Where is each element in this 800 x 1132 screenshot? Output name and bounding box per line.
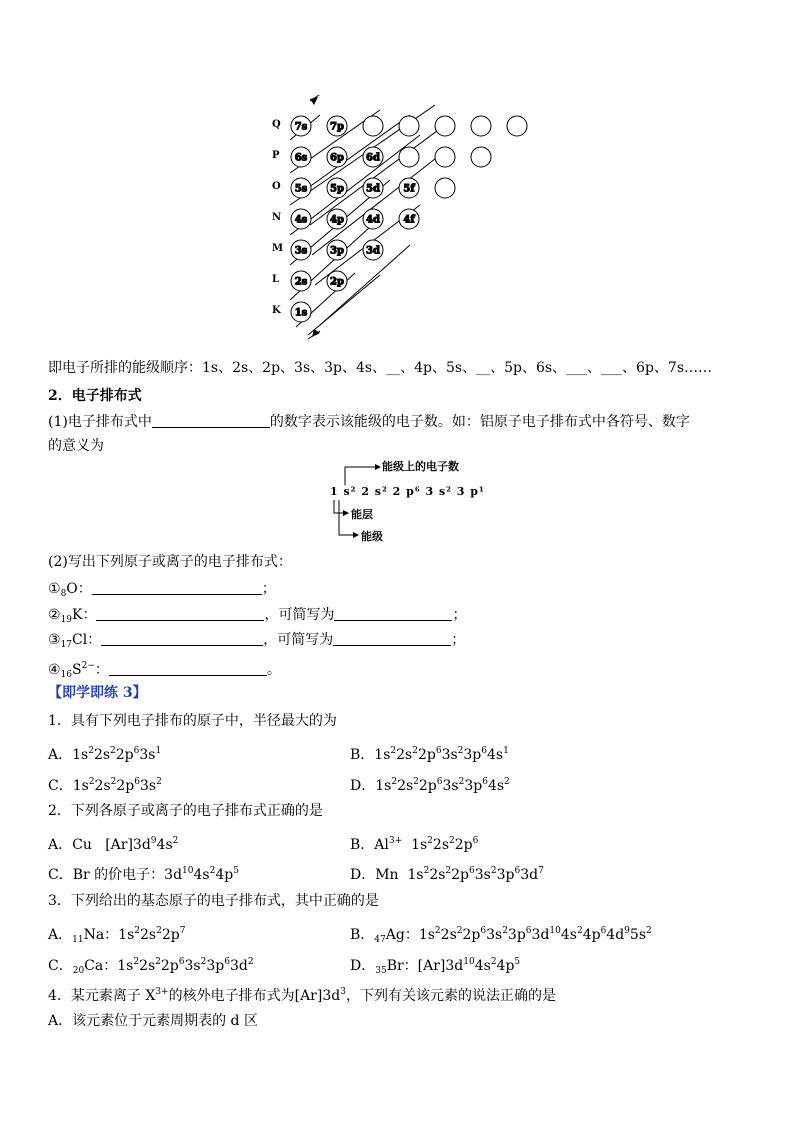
- q2-option-c[interactable]: C．Br 的价电子：$3d^{10}4s^24p^5$: [48, 866, 239, 883]
- q1-option-a[interactable]: A．$1s^22s^22p^63s^1$: [48, 746, 162, 763]
- order-line: 即电子所排的能级顺序：1s、2s、2p、3s、3p、4s、__、4p、5s、__、5p、6s、___、___、6p、7s……: [48, 360, 713, 376]
- question-O: $①_8O$： ；: [48, 581, 276, 599]
- orbital-label: 6s: [294, 152, 308, 164]
- electron-count-label: 能级上的电子数: [382, 460, 459, 473]
- q1-option-b[interactable]: B．$1s^22s^22p^63s^23p^64s^1$: [350, 746, 509, 763]
- orbital-circle: [435, 116, 455, 136]
- paragraph-1: (1)电子排布式中 的数字表示该能级的电子数。如：铝原子电子排布式中各符号、数字: [48, 414, 690, 430]
- practice-q2: 2．下列各原子或离子的电子排布式正确的是: [48, 803, 323, 819]
- orbital-label: 5f: [403, 183, 415, 195]
- practice-heading: 【即学即练 3】: [48, 685, 147, 701]
- orbital-circle: [435, 147, 455, 167]
- shell-letter: O: [272, 181, 281, 192]
- blank[interactable]: ___: [601, 360, 623, 376]
- q3-option-c[interactable]: C．$_{20}$Ca：$1s^22s^22p^63s^23p^63d^2$: [48, 957, 254, 976]
- orbital-label: 3s: [294, 245, 308, 257]
- q1-option-d[interactable]: D．$1s^22s^22p^63s^23p^64s^2$: [350, 777, 510, 794]
- practice-q3: 3．下列给出的基态原子的电子排布式，其中正确的是: [48, 893, 379, 909]
- paragraph-2: (2)写出下列原子或离子的电子排布式：: [48, 554, 292, 570]
- answer-blank[interactable]: [152, 413, 270, 428]
- blank[interactable]: __: [476, 360, 491, 376]
- orbital-circle: [399, 147, 419, 167]
- aufbau-diagram: [260, 95, 540, 345]
- orbital-label: 5p: [330, 183, 344, 195]
- blank[interactable]: __: [386, 360, 401, 376]
- answer-blank[interactable]: [92, 580, 262, 595]
- answer-blank[interactable]: [101, 631, 263, 646]
- orbital-label: 4d: [366, 214, 380, 226]
- shell-label: 能层: [351, 508, 373, 521]
- orbital-label: 6d: [366, 152, 380, 164]
- orbital-label: 2p: [330, 276, 344, 288]
- shell-letter: N: [272, 212, 282, 223]
- orbital-label: 6p: [330, 152, 344, 164]
- answer-blank[interactable]: [334, 606, 452, 621]
- q2-option-a[interactable]: A．Cu $[Ar]3d^94s^2$: [48, 836, 179, 853]
- orbital-label: 7s: [294, 121, 308, 133]
- orbital-circle: [435, 178, 455, 198]
- shell-letter: P: [272, 150, 280, 161]
- answer-blank[interactable]: [96, 606, 264, 621]
- orbital-label: 5d: [366, 183, 380, 195]
- orbital-circle: [507, 116, 527, 136]
- shell-letter: K: [272, 305, 281, 316]
- orbital-label: 4p: [330, 214, 344, 226]
- question-K: $②_{19}K$： ，可简写为 ；: [48, 607, 467, 625]
- orbital-label: 2s: [294, 276, 308, 288]
- blank[interactable]: ___: [566, 360, 588, 376]
- level-label: 能级: [361, 530, 383, 543]
- paragraph-1-cont: 的意义为: [48, 438, 104, 454]
- shell-letter: Q: [272, 119, 281, 130]
- q4-option-a[interactable]: A．该元素位于元素周期表的 d 区: [48, 1013, 258, 1029]
- orbital-circle: [471, 147, 491, 167]
- orbital-label: 1s: [294, 307, 308, 319]
- practice-q4: 4．某元素离子 $X^{3+}$的核外电子排布式为$[Ar]3d^3$，下列有关该元素的说法正确的是: [48, 987, 556, 1004]
- orbital-circle: [363, 116, 383, 136]
- shell-letter: L: [272, 274, 280, 285]
- answer-blank[interactable]: [109, 661, 267, 676]
- q3-option-b[interactable]: B．$_{47}$Ag：$1s^22s^22p^63s^23p^63d^{10}4s^24p^64d^95s^2$: [350, 926, 652, 945]
- orbital-circle: [399, 116, 419, 136]
- notation-text: 1 s² 2 s² 2 p⁶ 3 s² 3 p¹: [330, 485, 485, 498]
- q2-option-d[interactable]: D．Mn $1s^22s^22p^63s^23p^63d^7$: [350, 866, 544, 883]
- orbital-label: 4s: [294, 214, 308, 226]
- question-Cl: $③_{17}Cl$： ，可简写为 ；: [48, 632, 466, 650]
- q3-option-d[interactable]: D．$_{35}$Br：$[Ar]3d^{10}4s^24p^5$: [350, 957, 521, 976]
- q1-option-c[interactable]: C．$1s^22s^22p^63s^2$: [48, 777, 162, 794]
- q3-option-a[interactable]: A．$_{11}$Na：$1s^22s^22p^7$: [48, 926, 186, 945]
- answer-blank[interactable]: [333, 631, 451, 646]
- notation-figure: [325, 455, 505, 545]
- orbital-label: 4f: [403, 214, 415, 226]
- shell-letter: M: [272, 243, 284, 254]
- orbital-label: 3p: [330, 245, 344, 257]
- section-heading: 2．电子排布式: [48, 388, 142, 404]
- question-S: $④_{16}S^{2-}$： 。: [48, 661, 281, 680]
- orbital-circle: [471, 116, 491, 136]
- practice-q1: 1．具有下列电子排布的原子中，半径最大的为: [48, 713, 337, 729]
- orbital-label: 7p: [330, 121, 344, 133]
- orbital-label: 3d: [366, 245, 380, 257]
- q2-option-b[interactable]: B．$Al^{3+}$ $1s^22s^22p^6$: [350, 836, 479, 853]
- orbital-label: 5s: [294, 183, 308, 195]
